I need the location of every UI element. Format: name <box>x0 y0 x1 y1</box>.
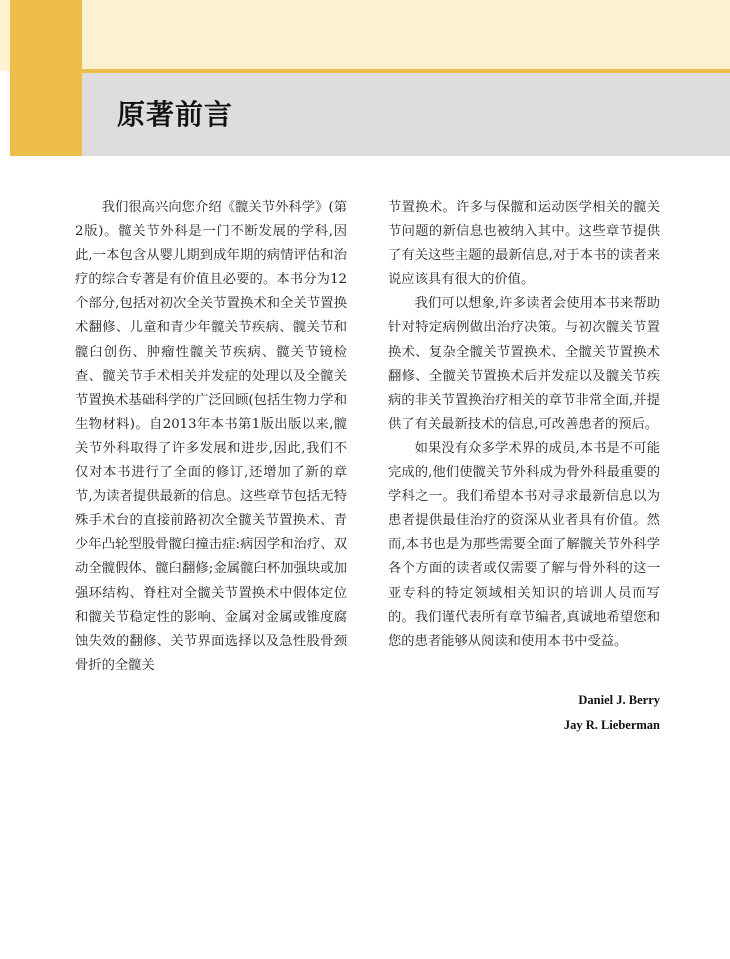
paragraph-acknowledgement: 如果没有众多学术界的成员,本书是不可能完成的,他们使髋关节外科成为骨外科最重要的学科之一。我们希望本书对寻求最新信息以为患者提供最佳治疗的资深从业者具有价值。然而,本书也是为那些需要全面了解髋关节外科学各个方面的读者或仅需要了解与骨外科的这一亚专科的特定领域相关知识的培训人员而写的。我们谨代表所有章节编者,真诚地希望您和您的患者能够从阅读和使用本书中受益。 <box>388 440 660 649</box>
author-name: Daniel J. Berry <box>578 693 660 707</box>
signature-block <box>564 688 660 738</box>
header-top-band <box>0 0 730 71</box>
right-column <box>388 196 660 654</box>
paragraph-clinical-use: 我们可以想象,许多读者会使用本书来帮助针对特定病例做出治疗决策。与初次髋关节置换术、复杂全髋关节置换术、全髋关节置换术翻修、全髋关节置换术后并发症以及髋关节疾病的非关节置换治疗相关的章节非常全面,并提供了有关最新技术的信息,可改善患者的预后。 <box>388 296 660 432</box>
author-name: Jay R. Lieberman <box>563 718 660 732</box>
page-title: 原著前言 <box>117 98 234 131</box>
paragraph-intro: 我们很高兴向您介绍《髋关节外科学》(第2版)。髋关节外科是一门不断发展的学科,因此,一本包含从婴儿期到成年期的病情评估和治疗的综合专著是有价值且必要的。本书分为12个部分,包括对初次全关节置换术和全关节置换术翻修、儿童和青少年髋关节疾病、髋关节和髋臼创伤、肿瘤性髋关节疾病、髋关节镜检查、髋关节手术相关并发症的处理以及全髋关节置换术基础科学的广泛回顾(包括生物力学和生物材料)。自2013年本书第1版出版以来,髋关节外科取得了许多发展和进步,因此,我们不仅对本书进行了全面的修订,还增加了新的章节,为读者提供最新的信息。这些章节包括无特殊手术台的直接前路初次全髋关节置换术、青少年凸轮型股骨髋臼撞击症:病因学和治疗、双动全髋假体、髋臼翻修;金属髋臼杯加强块或加强环结构、脊柱对全髋关节置换术中假体定位和髋关节稳定性的影响、金属对金属或锥度腐蚀失效的翻修、关节界面选择以及急性股骨颈骨折的全髋关 <box>75 200 347 673</box>
header-accent-block <box>10 0 82 156</box>
paragraph-continuation: 节置换术。许多与保髋和运动医学相关的髋关节问题的新信息也被纳入其中。这些章节提供了有关这些主题的最新信息,对于本书的读者来说应该具有很大的价值。 <box>388 200 660 288</box>
left-column <box>75 196 347 678</box>
